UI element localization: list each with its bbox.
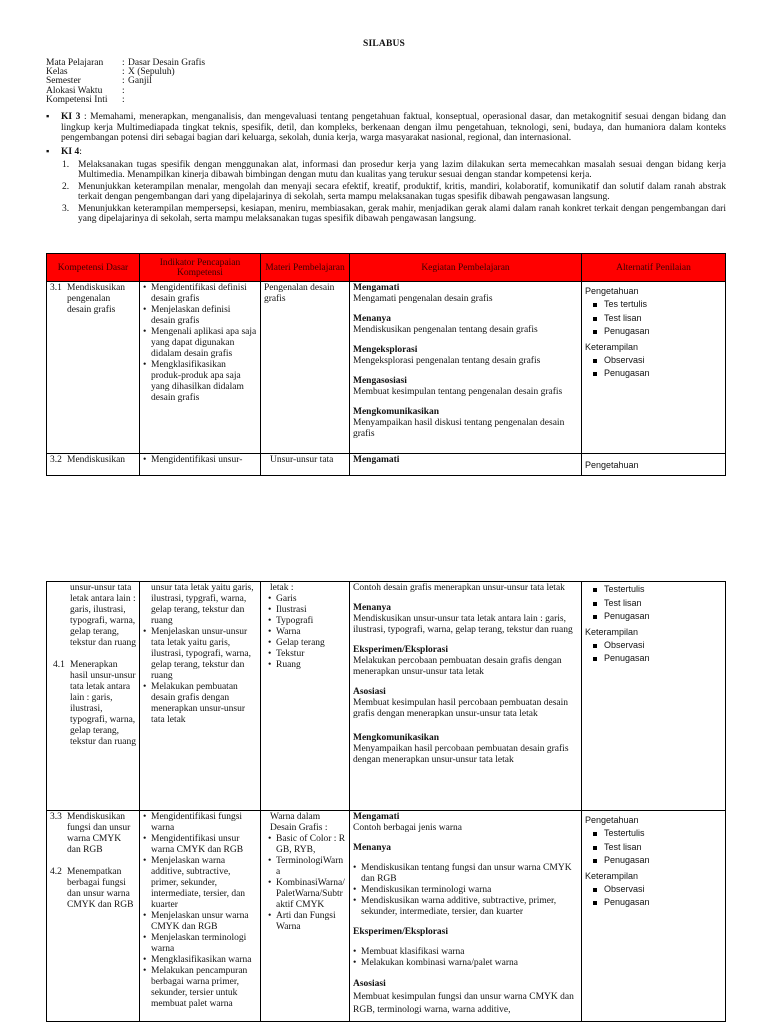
list-item: Testertulis [591,583,722,597]
list-item: • Arti dan Fungsi Warna [268,911,346,933]
list-item: • Mengidentifikasi fungsi warna [143,812,257,834]
table-row [47,282,726,454]
materi-cell: letak : • Garis • Ilustrasi • Typografi • Warna • Gelap terang • Tekstur • Ruang [261,582,350,811]
ki-4-label: KI 4 [61,147,80,157]
indikator-cell [140,282,261,454]
meta-row: Semester : Ganjil [46,76,152,87]
header-materi: Materi Pembelajaran [261,254,350,282]
list-item: • Mengenali aplikasi apa saja yang dapat digunakan didalam desain grafis [143,327,257,360]
list-item: • KombinasiWarna/PaletWarna/Subtraktif CMYK [268,878,346,911]
ki-3-label: KI 3 [61,112,81,122]
list-item: • Menjelaskan definisi desain grafis [143,305,257,327]
meta-row: Kompetensi Inti : [46,94,125,105]
ki-4: ▪ KI 4: 1. Melaksanakan tugas spesifik dengan menggunakan alat, informasi dan prosedur kerja yang lazim dilakukan serta memecahkan masalah sesuai dengan bidang kerja Multimedia. Menampilkan kinerja dibawah bimbingan dengan mutu dan kualitas yang terukur sesuai dengan standar kompetensi kerja. 2. Menunjukkan keterampilan menalar, mengolah dan menyaji secara efektif, kreatif, produktif, kritis, mandiri, kolaboratif, komunikatif dan solutif dalam ranah abstrak terkait dengan pengembangan dari yang dipelajarinya di sekolah, serta mampu melaksanakan tugas spesifik dibawah pengawasan langsung. 3. Menunjukkan keterampilan mempersepsi, kesiapan, meniru, membiasakan, gerak mahir, menjadikan gerak alami dalam ranah konkret terkait dengan pengembangan dari yang dipelajarinya di sekolah, serta mampu melaksanakan tugas spesifik dibawah pengawasan langsung. [46,147,726,224]
list-item: • Mendiskusikan tentang fungsi dan unsur warna CMYK dan RGB [353,863,578,885]
kd-cell: 3.1 Mendiskusikan pengenalan desain grafis [47,282,140,454]
table-row: 3.2 Mendiskusikan • Mengidentifikasi unsur- Unsur-unsur tata Mengamati Pengetahuan [47,454,726,476]
list-item: • Basic of Color : RGB, RYB, [268,834,346,856]
list-item: Test lisan [591,841,722,855]
list-item: Penugasan [591,610,722,624]
table-header-row [47,254,726,282]
header-indikator: Indikator Pencapaian Kompetensi [140,254,261,282]
header-kegiatan: Kegiatan Pembelajaran [350,254,582,282]
kegiatan-cell: Mengamati Contoh berbagai jenis warna Menanya • Mendiskusikan tentang fungsi dan unsur warna CMYK dan RGB • Mendiskusikan terminologi warna • Mendiskusikan warna additive, subtractive, primer, sekunder, intermediate, tersier, dan kuarter Eksperimen/Eksplorasi • Membuat klasifikasi warna • Melakukan kombinasi warna/palet warna Asosiasi Membuat kesimpulan fungsi dan unsur warna CMYK dan RGB, terminologi warna, warna additive, [350,811,582,1022]
kd-cell: 3.3 Mendiskusikan fungsi dan unsur warna CMYK dan RGB 4.2 Menempatkan berbagai fungsi dan unsur warna CMYK dan RGB [47,811,140,1022]
ki-3 [46,112,726,144]
list-item: • Gelap terang [268,638,346,649]
list-item: • Mendiskusikan warna additive, subtractive, primer, sekunder, intermediate, tersier, dan kuarter [353,896,578,918]
list-item: • Melakukan pencampuran berbagai warna primer, sekunder, tersier untuk membuat palet warna [143,966,257,1010]
list-item: • Menjelaskan warna additive, subtractive, primer, sekunder, intermediate, tersier, dan kuarter [143,856,257,911]
list-item: • Menjelaskan unsur-unsur tata letak yaitu garis, ilustrasi, typografi, warna, gelap terang, tekstur dan ruang [143,627,257,682]
list-item: • Mengklasifikasikan warna [143,955,257,966]
materi-cell: Pengenalan desain grafis [261,282,350,454]
list-item: • Ilustrasi [268,605,346,616]
ki-4-item: Menunjukkan keterampilan mempersepsi, kesiapan, meniru, membiasakan, gerak mahir, menjadikan gerak alami dalam ranah konkret terkait dengan pengembangan dari yang dipelajarinya di sekolah, serta mampu melaksanakan tugas spesifik dibawah pengawasan langsung. [78,203,726,224]
list-item: • Mengklasifikasikan produk-produk apa saja yang dihasilkan didalam desain grafis [143,360,257,404]
subject-info [46,59,205,105]
syllabus-table-page-1 [46,253,726,476]
materi-cell: Warna dalam Desain Grafis : • Basic of Color : RGB, RYB, • TerminologiWarna • KombinasiWarna/PaletWarna/Subtraktif CMYK • Arti dan Fungsi Warna [261,811,350,1022]
table-row [47,582,726,811]
list-item: Penugasan [591,325,722,339]
list-item: • Ruang [268,660,346,671]
list-item: Penugasan [591,652,722,666]
list-item: • Menjelaskan unsur warna CMYK dan RGB [143,911,257,933]
list-item: Penugasan [591,367,722,381]
square-bullet-icon: ▪ [46,112,50,122]
list-item: • Garis [268,594,346,605]
list-item: • Membuat klasifikasi warna [353,947,578,958]
table-row [47,811,726,1022]
penilaian-cell: Testertulis Test lisan Penugasan Keterampilan Observasi Penugasan [582,582,726,811]
kegiatan-cell: Mengamati Mengamati pengenalan desain grafis Menanya Mendiskusikan pengenalan tentang desain grafis Mengeksplorasi Mengeksplorasi pengenalan tentang desain grafis Mengasosiasi Membuat kesimpulan tentang pengenalan desain grafis Mengkomunikasikan Menyampaikan hasil diskusi tentang pengenalan desain grafis [350,282,582,454]
list-item: Observasi [591,354,722,368]
ki-4-item: Menunjukkan keterampilan menalar, mengolah dan menyaji secara efektif, kreatif, produktif, kritis, mandiri, kolaboratif, komunikatif dan solutif dalam ranah abstrak terkait dengan pengembangan dari yang dipelajarinya di sekolah, serta mampu melaksanakan tugas spesifik dibawah pengawasan langsung. [78,181,726,202]
list-item: Testertulis [591,827,722,841]
penilaian-cell: Pengetahuan Testertulis Test lisan Penugasan Keterampilan Observasi Penugasan [582,811,726,1022]
meta-row: Kelas : X (Sepuluh) [46,67,175,78]
indikator-cell: unsur tata letak yaitu garis, ilustrasi, typgrafi, warna, gelap terang, tekstur dan ruang • Menjelaskan unsur-unsur tata letak yaitu garis, ilustrasi, typografi, warna, gelap terang, tekstur dan ruang • Melakukan pembuatan desain grafis dengan menerapkan unsur-unsur tata letak [140,582,261,811]
ki-4-item: Melaksanakan tugas spesifik dengan menggunakan alat, informasi dan prosedur kerja yang lazim dilakukan serta memecahkan masalah sesuai dengan bidang kerja Multimedia. Menampilkan kinerja dibawah bimbingan dengan mutu dan kualitas yang terukur sesuai dengan standar kompetensi kerja. [78,159,726,180]
list-item: • Mengidentifikasi unsur warna CMYK dan RGB [143,834,257,856]
list-item: • Typografi [268,616,346,627]
ki-3-text: : Memahami, menerapkan, menganalisis, dan mengevaluasi tentang pengetahuan faktual, konseptual, operasional dasar, dan metakognitif sesuai dengan bidang dan lingkup kerja Multimediapada tingkat teknis, spesifik, detil, dan kompleks, berkenaan dengan ilmu pengetahuan, teknologi, seni, budaya, dan humaniora dalam konteks pengembangan potensi diri sebagai bagian dari keluarga, sekolah, dunia kerja, warga masyarakat nasional, regional, dan internasional. [61,112,727,143]
kegiatan-cell: Contoh desain grafis menerapkan unsur-unsur tata letak Menanya Mendiskusikan unsur-unsur tata letak antara lain : garis, ilustrasi, typografi, warna, gelap terang, tekstur dan ruang Eksperimen/Eksplorasi Melakukan percobaan pembuatan desain grafis dengan menerapkan unsur-unsur tata letak Asosiasi Membuat kesimpulan hasil percobaan pembuatan desain grafis dengan menerapkan unsur-unsur tata letak Mengkomunikasikan Menyampaikan hasil percobaan pembuatan desain grafis dengan menerapkan unsur-unsur tata letak [350,582,582,811]
penilaian-cell: Pengetahuan Tes tertulis Test lisan Penugasan Keterampilan Observasi Penugasan [582,282,726,454]
list-item: • Melakukan kombinasi warna/palet warna [353,958,578,969]
list-item: Penugasan [591,854,722,868]
square-bullet-icon: ▪ [46,147,50,157]
list-item: Test lisan [591,312,722,326]
document-title: SILABUS [362,39,406,49]
meta-row: Mata Pelajaran : Dasar Desain Grafis [46,58,206,68]
kd-cell: unsur-unsur tata letak antara lain : garis, ilustrasi, typografi, warna, gelap terang, tekstur dan ruang 4.1 Menerapkan hasil unsur-unsur tata letak antara lain : garis, ilustrasi, typografi, warna, gelap terang, tekstur dan ruang [47,582,140,811]
list-item: • Mengidentifikasi definisi desain grafis [143,283,257,305]
list-item: Tes tertulis [591,298,722,312]
list-item: Penugasan [591,896,722,910]
header-penilaian: Alternatif Penilaian [582,254,726,282]
list-item: • Mengidentifikasi unsur- [143,455,257,466]
list-item: • Mendiskusikan terminologi warna [353,885,578,896]
list-item: Test lisan [591,597,722,611]
header-kompetensi-dasar: Kompetensi Dasar [47,254,140,282]
list-item: • TerminologiWarna [268,856,346,878]
list-item: • Tekstur [268,649,346,660]
list-item: Observasi [591,883,722,897]
indikator-cell [140,811,261,1022]
list-item: Observasi [591,639,722,653]
syllabus-table-page-2 [46,581,726,1022]
meta-row: Alokasi Waktu : [46,85,125,96]
list-item: • Menjelaskan terminologi warna [143,933,257,955]
list-item: • Melakukan pembuatan desain grafis dengan menerapkan unsur-unsur tata letak [143,682,257,726]
list-item: • Warna [268,627,346,638]
